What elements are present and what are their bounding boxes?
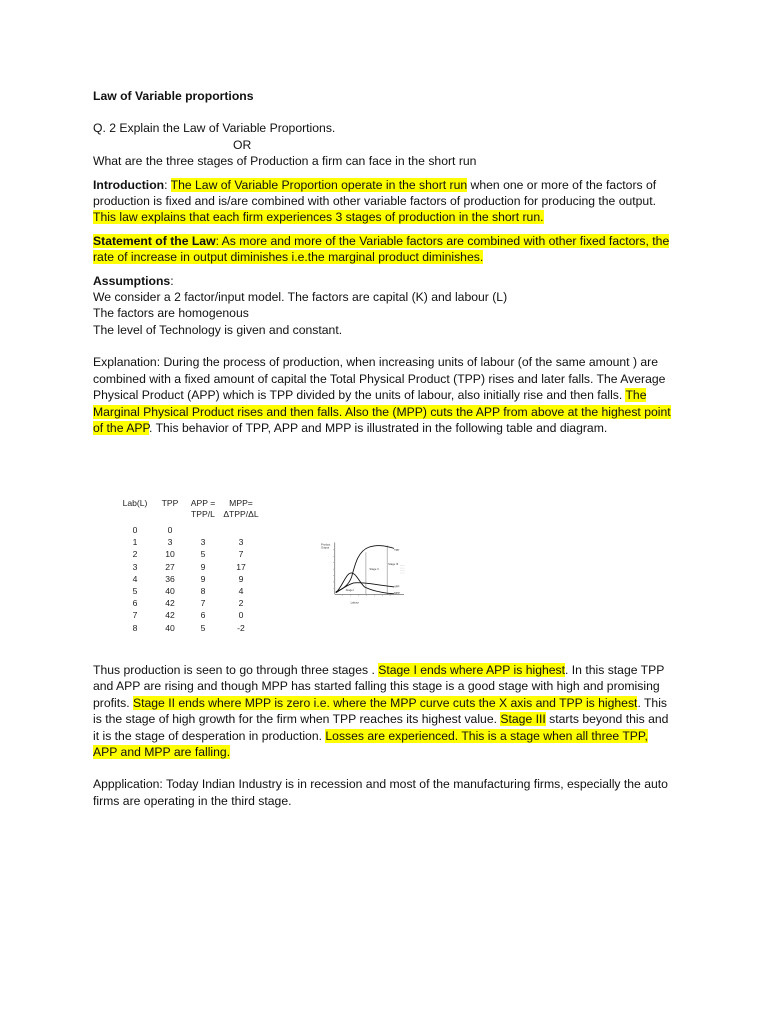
table-cell: 6 xyxy=(200,610,206,621)
introduction-paragraph: Introduction: The Law of Variable Proportion operate in the short run when one or more of the factors of production is fixed and is/are combined with other variable factors of production for producing the output. This law explains that each firm experiences 3 stages of production in the short run. xyxy=(93,177,657,225)
or-separator: OR xyxy=(233,137,252,152)
highlight: The Marginal Physical Product rises and then falls. Also the (MPP) cuts the APP from above at the highest point of the APP xyxy=(93,388,671,435)
stage-3-label: Stage III xyxy=(388,563,399,567)
production-diagram xyxy=(320,505,520,650)
explanation-paragraph: Explanation: During the process of production, when increasing units of labour (of the same amount ) are combined with a fixed amount of capital the Total Physical Product (TPP) rises and later falls. The Average Physical Product (APP) which is TPP divided by the units of labour, also initially rise and then falls. The Marginal Physical Product rises and then falls. Also the (MPP) cuts the APP from above at the highest point of the APP. This behavior of TPP, APP and MPP is illustrated in the following table and diagram. xyxy=(93,355,671,435)
app-label: APP xyxy=(394,585,400,589)
app-curve xyxy=(336,583,394,593)
stage-2-label: Stage II xyxy=(369,568,379,572)
tpp-label: TPP xyxy=(394,548,400,552)
table-header: TPP xyxy=(161,498,179,508)
table-cell: 7 xyxy=(200,598,206,609)
application-paragraph: Appplication: Today Indian Industry is in recession and most of the manufacturing firms, especially the auto firms are operating in the third stage. xyxy=(93,777,668,808)
document-body xyxy=(93,88,673,436)
table-cell: 42 xyxy=(165,610,175,621)
highlight: Losses are experienced. This is a stage when all three TPP, APP and MPP are falling. xyxy=(93,728,648,760)
table-header: APP = TPP/L xyxy=(190,498,216,519)
production-table xyxy=(115,498,261,634)
document-title: Law of Variable proportions xyxy=(93,89,254,103)
table-row xyxy=(115,573,261,585)
table-row xyxy=(115,548,261,560)
table-row xyxy=(115,622,261,634)
table-cell xyxy=(221,524,261,536)
highlight: Stage III xyxy=(500,712,546,727)
table-cell: 40 xyxy=(165,622,175,633)
highlight: Stage I ends where APP is highest xyxy=(378,663,566,677)
table-cell: 3 xyxy=(238,537,244,548)
table-row xyxy=(115,536,261,548)
y-axis-ticks xyxy=(333,550,334,589)
table-header: MPP= ΔTPP/ΔL xyxy=(223,498,259,519)
stage-iii-marks xyxy=(400,566,405,573)
table-cell: 4 xyxy=(132,573,138,584)
table-cell: 27 xyxy=(165,561,175,572)
alternate-question: What are the three stages of Production a firm can face in the short run xyxy=(93,154,477,169)
highlight: The Law of Variable Proportion operate in the short run xyxy=(170,177,468,192)
mpp-label: MPP xyxy=(394,591,400,595)
table-cell xyxy=(185,524,221,536)
table-row xyxy=(115,524,261,536)
table-cell: 0 xyxy=(167,525,173,535)
question-line: Q. 2 Explain the Law of Variable Proportions. xyxy=(93,121,336,136)
table-cell: 1 xyxy=(132,537,138,548)
highlight: This law explains that each firm experiences 3 stages of production in the short run. xyxy=(93,210,544,225)
stages-paragraph: Thus production is seen to go through three stages . Stage I ends where APP is highest. In this stage TPP and APP are rising and though MPP has started falling this stage is a good stage with high and promising profits. Stage II ends where MPP is zero i.e. where the MPP curve cuts the X axis and TPP is highest. This is the stage of high growth for the firm when TPP reaches its highest value. Stage III starts beyond this and it is the stage of desperation in production. Losses are experienced. This is a stage when all three TPP, APP and MPP are falling. xyxy=(93,663,669,760)
introduction-label: Introduction xyxy=(93,177,165,192)
statement-paragraph: Statement of the Law: As more and more of the Variable factors are combined with other fixed factors, the rate of increase in output diminishes i.e.the marginal product diminishes. xyxy=(93,233,670,265)
table-cell: 5 xyxy=(200,549,206,560)
highlight: Stage II ends where MPP is zero i.e. where the MPP curve cuts the X axis and TPP is highest xyxy=(132,695,638,710)
table-row xyxy=(115,597,261,609)
table-cell: 7 xyxy=(132,610,138,621)
statement-label: Statement of the Law xyxy=(93,233,216,248)
table-cell: 8 xyxy=(200,586,206,597)
table-cell: 0 xyxy=(132,525,138,535)
table-cell: 42 xyxy=(165,598,175,609)
assumption-item: The level of Technology is given and constant. xyxy=(93,322,343,337)
table-cell: 3 xyxy=(200,537,206,548)
table-cell: 10 xyxy=(165,549,175,560)
table-cell: 0 xyxy=(238,610,244,621)
table-cell: 9 xyxy=(238,573,244,584)
table-cell: 5 xyxy=(200,622,206,633)
table-header: Lab(L) xyxy=(122,498,148,508)
table-cell: 40 xyxy=(165,586,175,597)
table-cell: 2 xyxy=(238,598,244,609)
table-row xyxy=(115,585,261,597)
table-cell: 3 xyxy=(167,537,173,548)
y-axis-label-2: Output xyxy=(320,546,330,550)
table-row xyxy=(115,561,261,573)
table-cell: 8 xyxy=(132,622,138,633)
document-body-continued xyxy=(93,662,673,809)
table-row xyxy=(115,609,261,621)
stage-1-label: Stage I xyxy=(345,588,355,592)
table-cell: -2 xyxy=(237,622,245,633)
x-axis-label: Labour xyxy=(350,601,360,605)
table-cell: 6 xyxy=(132,598,138,609)
tpp-curve xyxy=(336,546,394,592)
table-cell: 17 xyxy=(236,561,246,572)
assumption-item: We consider a 2 factor/input model. The factors are capital (K) and labour (L) xyxy=(93,290,508,305)
table-cell: 5 xyxy=(132,586,138,597)
table-cell: 4 xyxy=(238,586,244,597)
y-axis-label-1: Product xyxy=(320,543,331,547)
assumption-item: The factors are homogenous xyxy=(93,306,249,321)
table-cell: 36 xyxy=(165,573,175,584)
table-cell: 7 xyxy=(238,549,244,560)
x-axis-ticks xyxy=(342,595,390,596)
table-cell: 2 xyxy=(132,549,138,560)
table-cell: 9 xyxy=(200,561,206,572)
table-cell: 9 xyxy=(200,573,206,584)
table-cell: 3 xyxy=(132,561,138,572)
assumptions-heading: Assumptions: xyxy=(93,273,174,288)
